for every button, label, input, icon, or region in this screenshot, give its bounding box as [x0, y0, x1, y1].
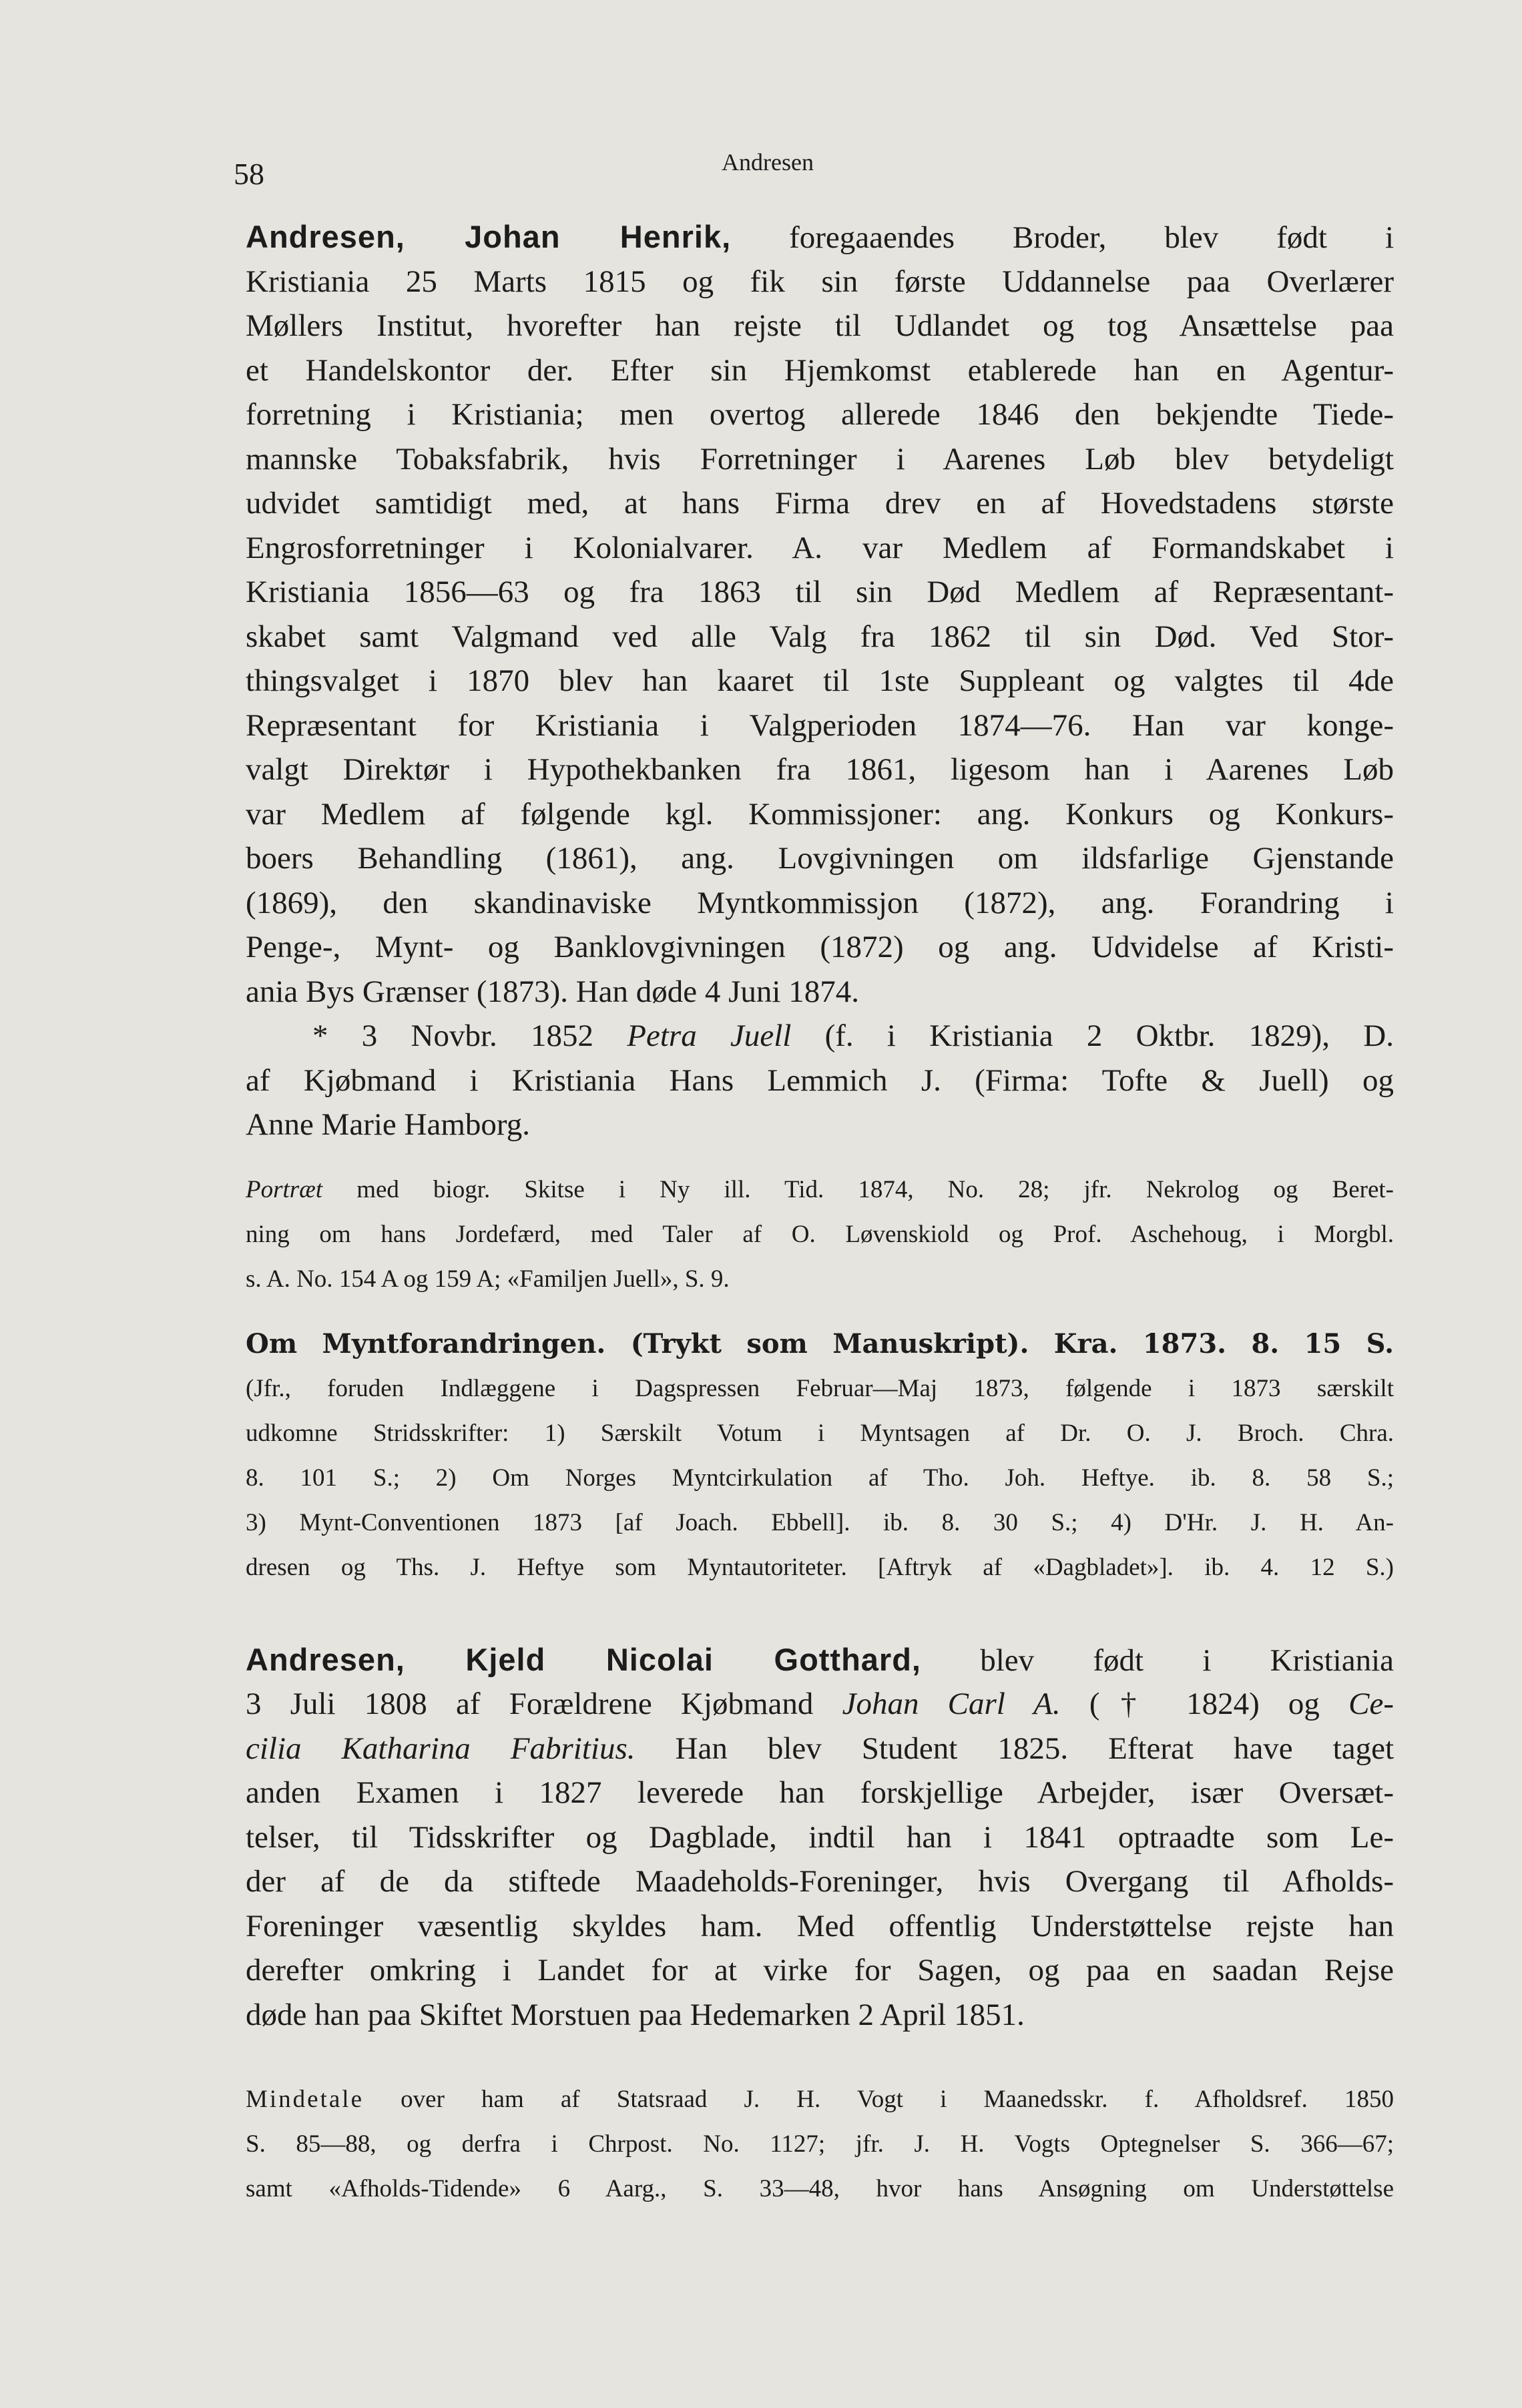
- spouse-name: Petra Juell: [627, 1018, 792, 1053]
- works-block: [246, 1321, 1394, 1590]
- entry-line: Møllers Institut, hvorefter han rejste til Udlandet og tog Ansættelse paa: [246, 308, 1394, 343]
- entry-line: valgt Direktør i Hypothekbanken fra 1861, ligesom han i Aarenes Løb: [246, 752, 1394, 787]
- entry-line: Engrosforretninger i Kolonialvarer. A. var Medlem af Formandskabet i: [246, 530, 1394, 565]
- entry-line: Penge-, Mynt- og Banklovgivningen (1872) og ang. Udvidelse af Kristi-: [246, 930, 1394, 964]
- entry-heading-name: Andresen, Johan Henrik,: [246, 219, 732, 254]
- entry-line: (1869), den skandinaviske Myntkommissjon (1872), ang. Forandring i: [246, 885, 1394, 920]
- entry-line: Andresen, Kjeld Nicolai Gotthard, blev født i Kristiania: [246, 1641, 1394, 1678]
- reference-line: samt «Afholds-Tidende» 6 Aarg., S. 33—48, hvor hans Ansøgning om Understøttelse: [246, 2175, 1394, 2202]
- reference-line: S. 85—88, og derfra i Chrpost. No. 1127; jfr. J. H. Vogts Optegnelser S. 366—67;: [246, 2130, 1394, 2158]
- entry-line: derefter omkring i Landet for at virke for Sagen, og paa en saadan Rejse: [246, 1953, 1394, 1988]
- entry-heading-name: Andresen, Kjeld Nicolai Gotthard,: [246, 1641, 921, 1677]
- biography-entry-johan-henrik: [246, 215, 1394, 1590]
- work-line: (Jfr., foruden Indlæggene i Dagspressen Februar—Maj 1873, følgende i 1873 særskilt: [246, 1374, 1394, 1402]
- entry-line: der af de da stiftede Maadeholds-Foreninger, hvis Overgang til Afholds-: [246, 1864, 1394, 1899]
- entry-line: var Medlem af følgende kgl. Kommissjoner: ang. Konkurs og Konkurs-: [246, 796, 1394, 832]
- entry-line: boers Behandling (1861), ang. Lovgivningen om ildsfarlige Gjenstande: [246, 841, 1394, 876]
- work-line: 8. 101 S.; 2) Om Norges Myntcirkulation af Tho. Joh. Heftye. ib. 8. 58 S.;: [246, 1464, 1394, 1492]
- entry-line: forretning i Kristiania; men overtog allerede 1846 den bekjendte Tiede-: [246, 397, 1394, 432]
- work-line: dresen og Ths. J. Heftye som Myntautoriteter. [Aftryk af «Dagbladet»]. ib. 4. 12 S.): [246, 1553, 1394, 1581]
- references-block: [246, 2077, 1394, 2211]
- references-block: [246, 1167, 1394, 1301]
- entry-line: telser, til Tidsskrifter og Dagblade, indtil han i 1841 optraadte som Le-: [246, 1819, 1394, 1855]
- entry-line: udvidet samtidigt med, at hans Firma drev en af Hovedstadens største: [246, 486, 1394, 521]
- entry-line: anden Examen i 1827 leverede han forskjellige Arbejder, især Oversæt-: [246, 1775, 1394, 1810]
- page-body: [246, 215, 1394, 2211]
- page-header: [234, 140, 1302, 194]
- work-line: udkomne Stridsskrifter: 1) Særskilt Votum i Myntsagen af Dr. O. J. Broch. Chra.: [246, 1419, 1394, 1447]
- entry-line: af Kjøbmand i Kristiania Hans Lemmich J. (Firma: Tofte & Juell) og: [246, 1063, 1394, 1098]
- entry-line: ania Bys Grænser (1873). Han døde 4 Juni 1874.: [246, 974, 859, 1009]
- reference-line: s. A. No. 154 A og 159 A; «Familjen Juell», S. 9.: [246, 1265, 730, 1293]
- running-head: Andresen: [722, 149, 814, 176]
- entry-line: Kristiania 1856—63 og fra 1863 til sin Død Medlem af Repræsentant-: [246, 575, 1394, 609]
- entry-line: et Handelskontor der. Efter sin Hjemkomst etablerede han en Agentur-: [246, 352, 1394, 388]
- entry-line: cilia Katharina Fabritius. Han blev Student 1825. Efterat have taget: [246, 1731, 1394, 1766]
- reference-line: Portræt med biogr. Skitse i Ny ill. Tid. 1874, No. 28; jfr. Nekrolog og Beret-: [246, 1175, 1394, 1203]
- marriage-line: * 3 Novbr. 1852 Petra Juell (f. i Kristiania 2 Oktbr. 1829), D.: [312, 1018, 1394, 1053]
- reference-line: ning om hans Jordefærd, med Taler af O. Løvenskiold og Prof. Aschehoug, i Morgbl.: [246, 1220, 1394, 1248]
- entry-line: Andresen, Johan Henrik, foregaaendes Broder, blev født i: [246, 219, 1394, 255]
- entry-line: 3 Juli 1808 af Forældrene Kjøbmand Johan Carl A. († 1824) og Ce-: [246, 1687, 1394, 1721]
- biography-entry-kjeld-nicolai: [246, 1638, 1394, 2212]
- entry-line: Kristiania 25 Marts 1815 og fik sin første Uddannelse paa Overlærer: [246, 264, 1394, 299]
- work-title: Om Myntforandringen. (Trykt som Manuskript). Kra. 1873. 8. 15 S.: [246, 1327, 1394, 1360]
- entry-line: Foreninger væsentlig skyldes ham. Med offentlig Understøttelse rejste han: [246, 1908, 1394, 1943]
- entry-line: skabet samt Valgmand ved alle Valg fra 1862 til sin Død. Ved Stor-: [246, 619, 1394, 654]
- entry-line: døde han paa Skiftet Morstuen paa Hedemarken 2 April 1851.: [246, 1997, 1025, 2032]
- entry-line: Repræsentant for Kristiania i Valgperioden 1874—76. Han var konge-: [246, 707, 1394, 743]
- entry-line: Anne Marie Hamborg.: [246, 1107, 530, 1142]
- work-line: 3) Mynt-Conventionen 1873 [af Joach. Ebbell]. ib. 8. 30 S.; 4) D'Hr. J. H. An-: [246, 1508, 1394, 1536]
- entry-line: thingsvalget i 1870 blev han kaaret til 1ste Suppleant og valgtes til 4de: [246, 663, 1394, 698]
- page-number: 58: [234, 157, 264, 191]
- entry-line: mannske Tobaksfabrik, hvis Forretninger i Aarenes Løb blev betydeligt: [246, 441, 1394, 477]
- reference-line: Mindetale over ham af Statsraad J. H. Vogt i Maanedsskr. f. Afholdsref. 1850: [246, 2086, 1394, 2113]
